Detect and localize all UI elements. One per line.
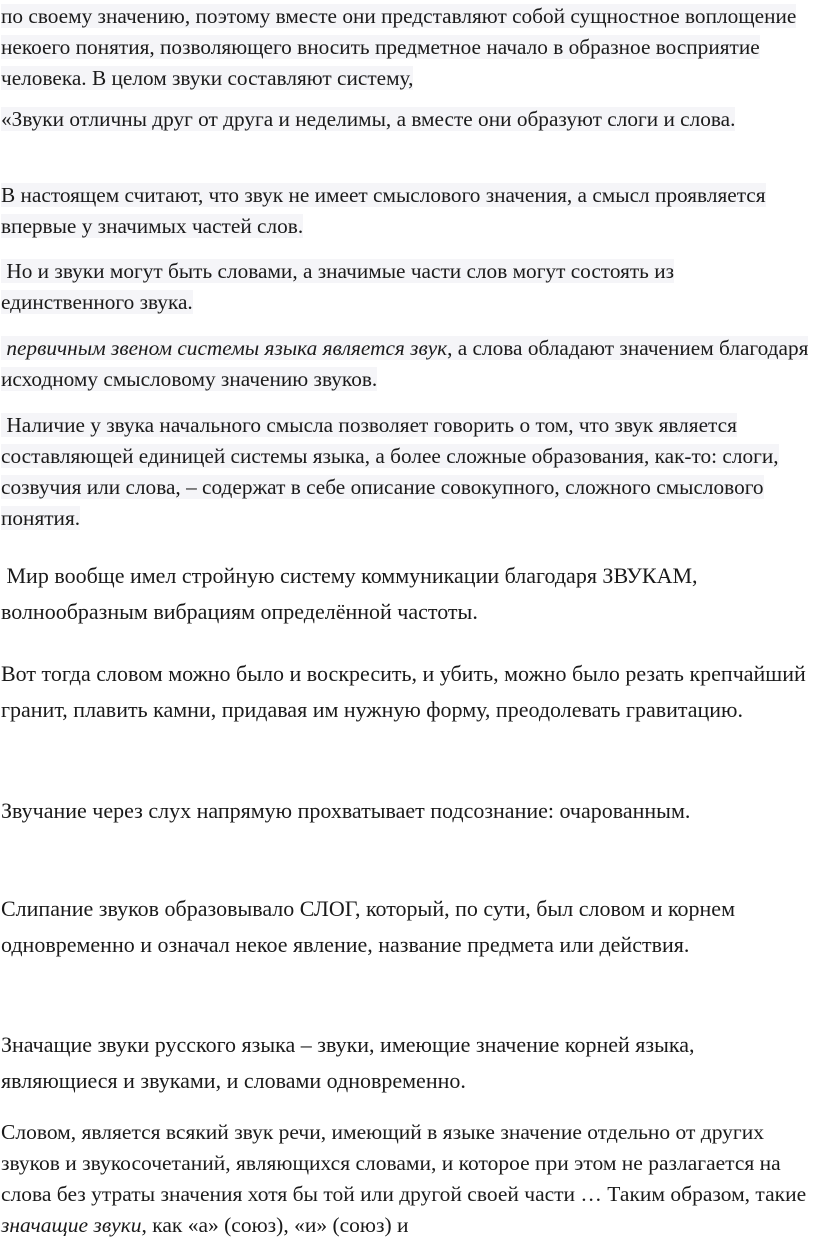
paragraph-8-text: Вот тогда словом можно было и воскресить, и убить, можно было резать крепчайший гранит, плавить камни, придавая им нужную форму, преодолевать гравитацию.: [1, 661, 806, 722]
paragraph-5: [0, 333, 813, 395]
paragraph-2-text: «Звуки отличны друг от друга и неделимы, а вместе они образуют слоги и слова.: [1, 107, 736, 131]
paragraph-8: [0, 656, 813, 728]
paragraph-12-italic: значащие звуки: [1, 1213, 142, 1237]
paragraph-1: [0, 1, 813, 94]
paragraph-3-text: В настоящем считают, что звук не имеет смыслового значения, а смысл проявляется впервые у значимых частей слов.: [1, 183, 766, 238]
paragraph-2: [0, 104, 813, 135]
paragraph-12: [0, 1117, 813, 1241]
paragraph-9-text: Звучание через слух напрямую прохватывает подсознание: очарованным.: [1, 798, 691, 823]
paragraph-12-before: Словом, является всякий звук речи, имеющий в языке значение отдельно от других звуков и звукосочетаний, являющихся словами, и которое при этом не разлагается на слова без утраты значения хотя бы той или другой своей части … Таким образом, такие: [1, 1120, 807, 1206]
paragraph-11-text: Значащие звуки русского языка – звуки, имеющие значение корней языка, являющиеся и звуками, и словами одновременно.: [1, 1032, 695, 1093]
paragraph-10: [0, 891, 813, 963]
paragraph-12-after: , как «а» (союз), «и» (союз) и: [141, 1213, 409, 1237]
paragraph-5-italic: первичным звеном системы языка является звук: [6, 336, 448, 360]
paragraph-3: [0, 180, 813, 242]
paragraph-6-text: Наличие у звука начального смысла позволяет говорить о том, что звук является составляющей единицей системы языка, а более сложные образования, как-то: слоги, созвучия или слова, – содержат в себе описание совокупного, сложного смыслового понятия.: [1, 413, 779, 530]
paragraph-11: [0, 1027, 813, 1099]
paragraph-1-text: по своему значению, поэтому вместе они представляют собой сущностное воплощение некоего понятия, позволяющего вносить предметное начало в образное восприятие человека. В целом звуки составляют систему,: [1, 4, 797, 90]
paragraph-9: [0, 793, 705, 829]
paragraph-7: [0, 558, 813, 630]
paragraph-6: [0, 410, 813, 534]
paragraph-5-content: [1, 336, 808, 391]
paragraph-7-text: Мир вообще имел стройную систему коммуникации благодаря ЗВУКАМ, волнообразным вибрациям определённой частоты.: [1, 563, 698, 624]
paragraph-4-text: Но и звуки могут быть словами, а значимые части слов могут состоять из единственного звука.: [1, 259, 675, 314]
paragraph-4: [0, 256, 813, 318]
paragraph-10-text: Слипание звуков образовывало СЛОГ, который, по сути, был словом и корнем одновременно и означал некое явление, название предмета или действия.: [1, 896, 735, 957]
paragraph-5-rest: , а слова обладают значением благодаря исходному смысловому значению звуков.: [1, 336, 809, 391]
